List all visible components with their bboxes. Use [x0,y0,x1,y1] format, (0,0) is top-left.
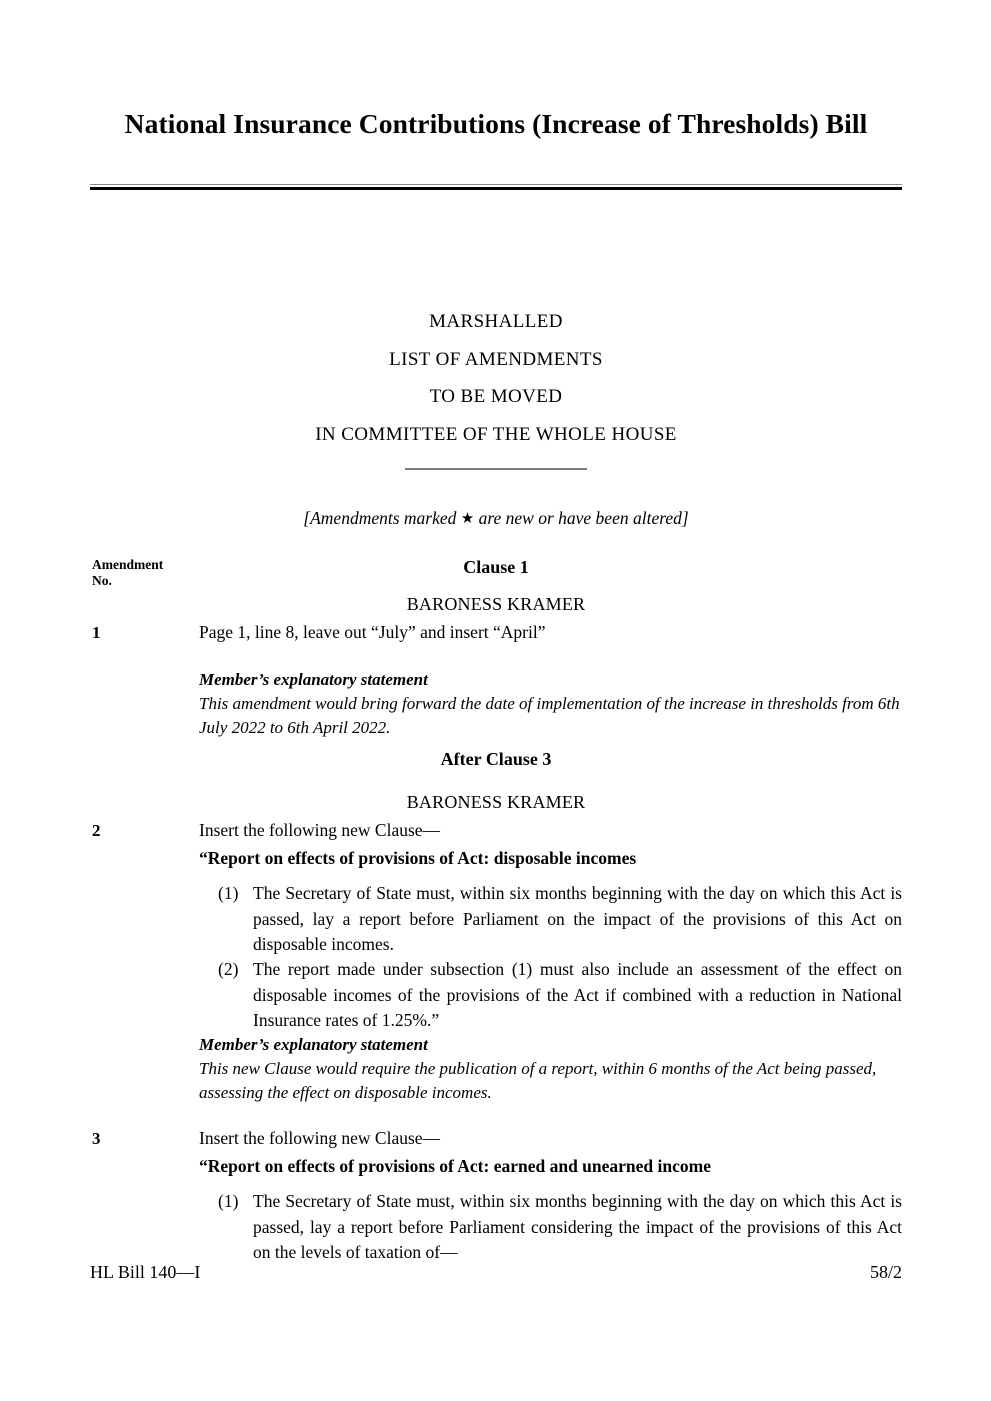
footer-page-number: 58/2 [869,1262,902,1282]
heading-line-marshalled: MARSHALLED [429,311,563,332]
divider-thick-line [90,187,902,190]
heading-line-in-committee: IN COMMITTEE OF THE WHOLE HOUSE [315,423,677,445]
page-footer [90,1262,902,1283]
subsection-text-2-1: The Secretary of State must, within six months beginning with the day on which this Act is passed, lay a report before Parliament on the impact of the provisions of this Act on disposable incomes. [253,883,902,954]
amendment-number-2: 2 [92,821,101,840]
amendment-text-3: Insert the following new Clause— [199,1128,441,1148]
heading-line-to-be-moved: TO BE MOVED [429,386,563,407]
amendment-number-3: 3 [92,1129,101,1148]
title-divider [90,184,902,190]
marshalled-list-heading [90,303,902,453]
star-note-prefix: [Amendments marked [303,508,461,528]
member-name-after-clause-3: BARONESS KRAMER [406,792,586,812]
amendment-number-1: 1 [92,623,101,642]
clause-heading-3: “Report on effects of provisions of Act: earned and unearned income [199,1156,711,1176]
clause-heading-2: “Report on effects of provisions of Act: disposable incomes [199,848,637,868]
member-name-clause-1: BARONESS KRAMER [406,594,586,614]
star-amendments-note [90,508,902,529]
heading-line-list-of-amendments: LIST OF AMENDMENTS [389,348,603,370]
subsection-text-3-1: The Secretary of State must, within six months beginning with the day on which this Act is passed, lay a report before Parliament considering the impact of the provisions of this Act on the levels of taxation of— [253,1191,902,1262]
amendment-number-column-header: Amendment No. [92,557,164,588]
section-heading-after-clause-3: After Clause 3 [440,749,552,769]
star-icon: ★ [460,511,475,527]
footer-bill-number: HL Bill 140—I [90,1262,201,1282]
section-heading-clause-1: Clause 1 [463,557,529,577]
subsection-marker-2-2: (2) [218,959,239,979]
amendment-text-1: Page 1, line 8, leave out “July” and insert “April” [199,622,546,642]
explanatory-text-1: This amendment would bring forward the date of implementation of the increase in thresholds from 6th July 2022 to 6th April 2022. [199,694,900,737]
explanatory-heading-2: Member’s explanatory statement [199,1035,428,1054]
short-rule-line [405,468,587,470]
subsection-marker-2-1: (1) [218,883,239,903]
star-note-suffix: are new or have been altered] [474,508,689,528]
subsection-text-2-2: The report made under subsection (1) must also include an assessment of the effect on disposable incomes of the provisions of the Act if combined with a reduction in National Insurance rates of 1.25%.” [253,959,902,1030]
amendment-text-2: Insert the following new Clause— [199,820,441,840]
page-title: National Insurance Contributions (Increase of Thresholds) Bill [124,108,868,139]
explanatory-heading-1: Member’s explanatory statement [199,670,428,689]
subsection-marker-3-1: (1) [218,1191,239,1211]
section-separator [90,468,902,470]
explanatory-text-2: This new Clause would require the publication of a report, within 6 months of the Act being passed, assessing the effect on disposable incomes. [199,1059,877,1102]
